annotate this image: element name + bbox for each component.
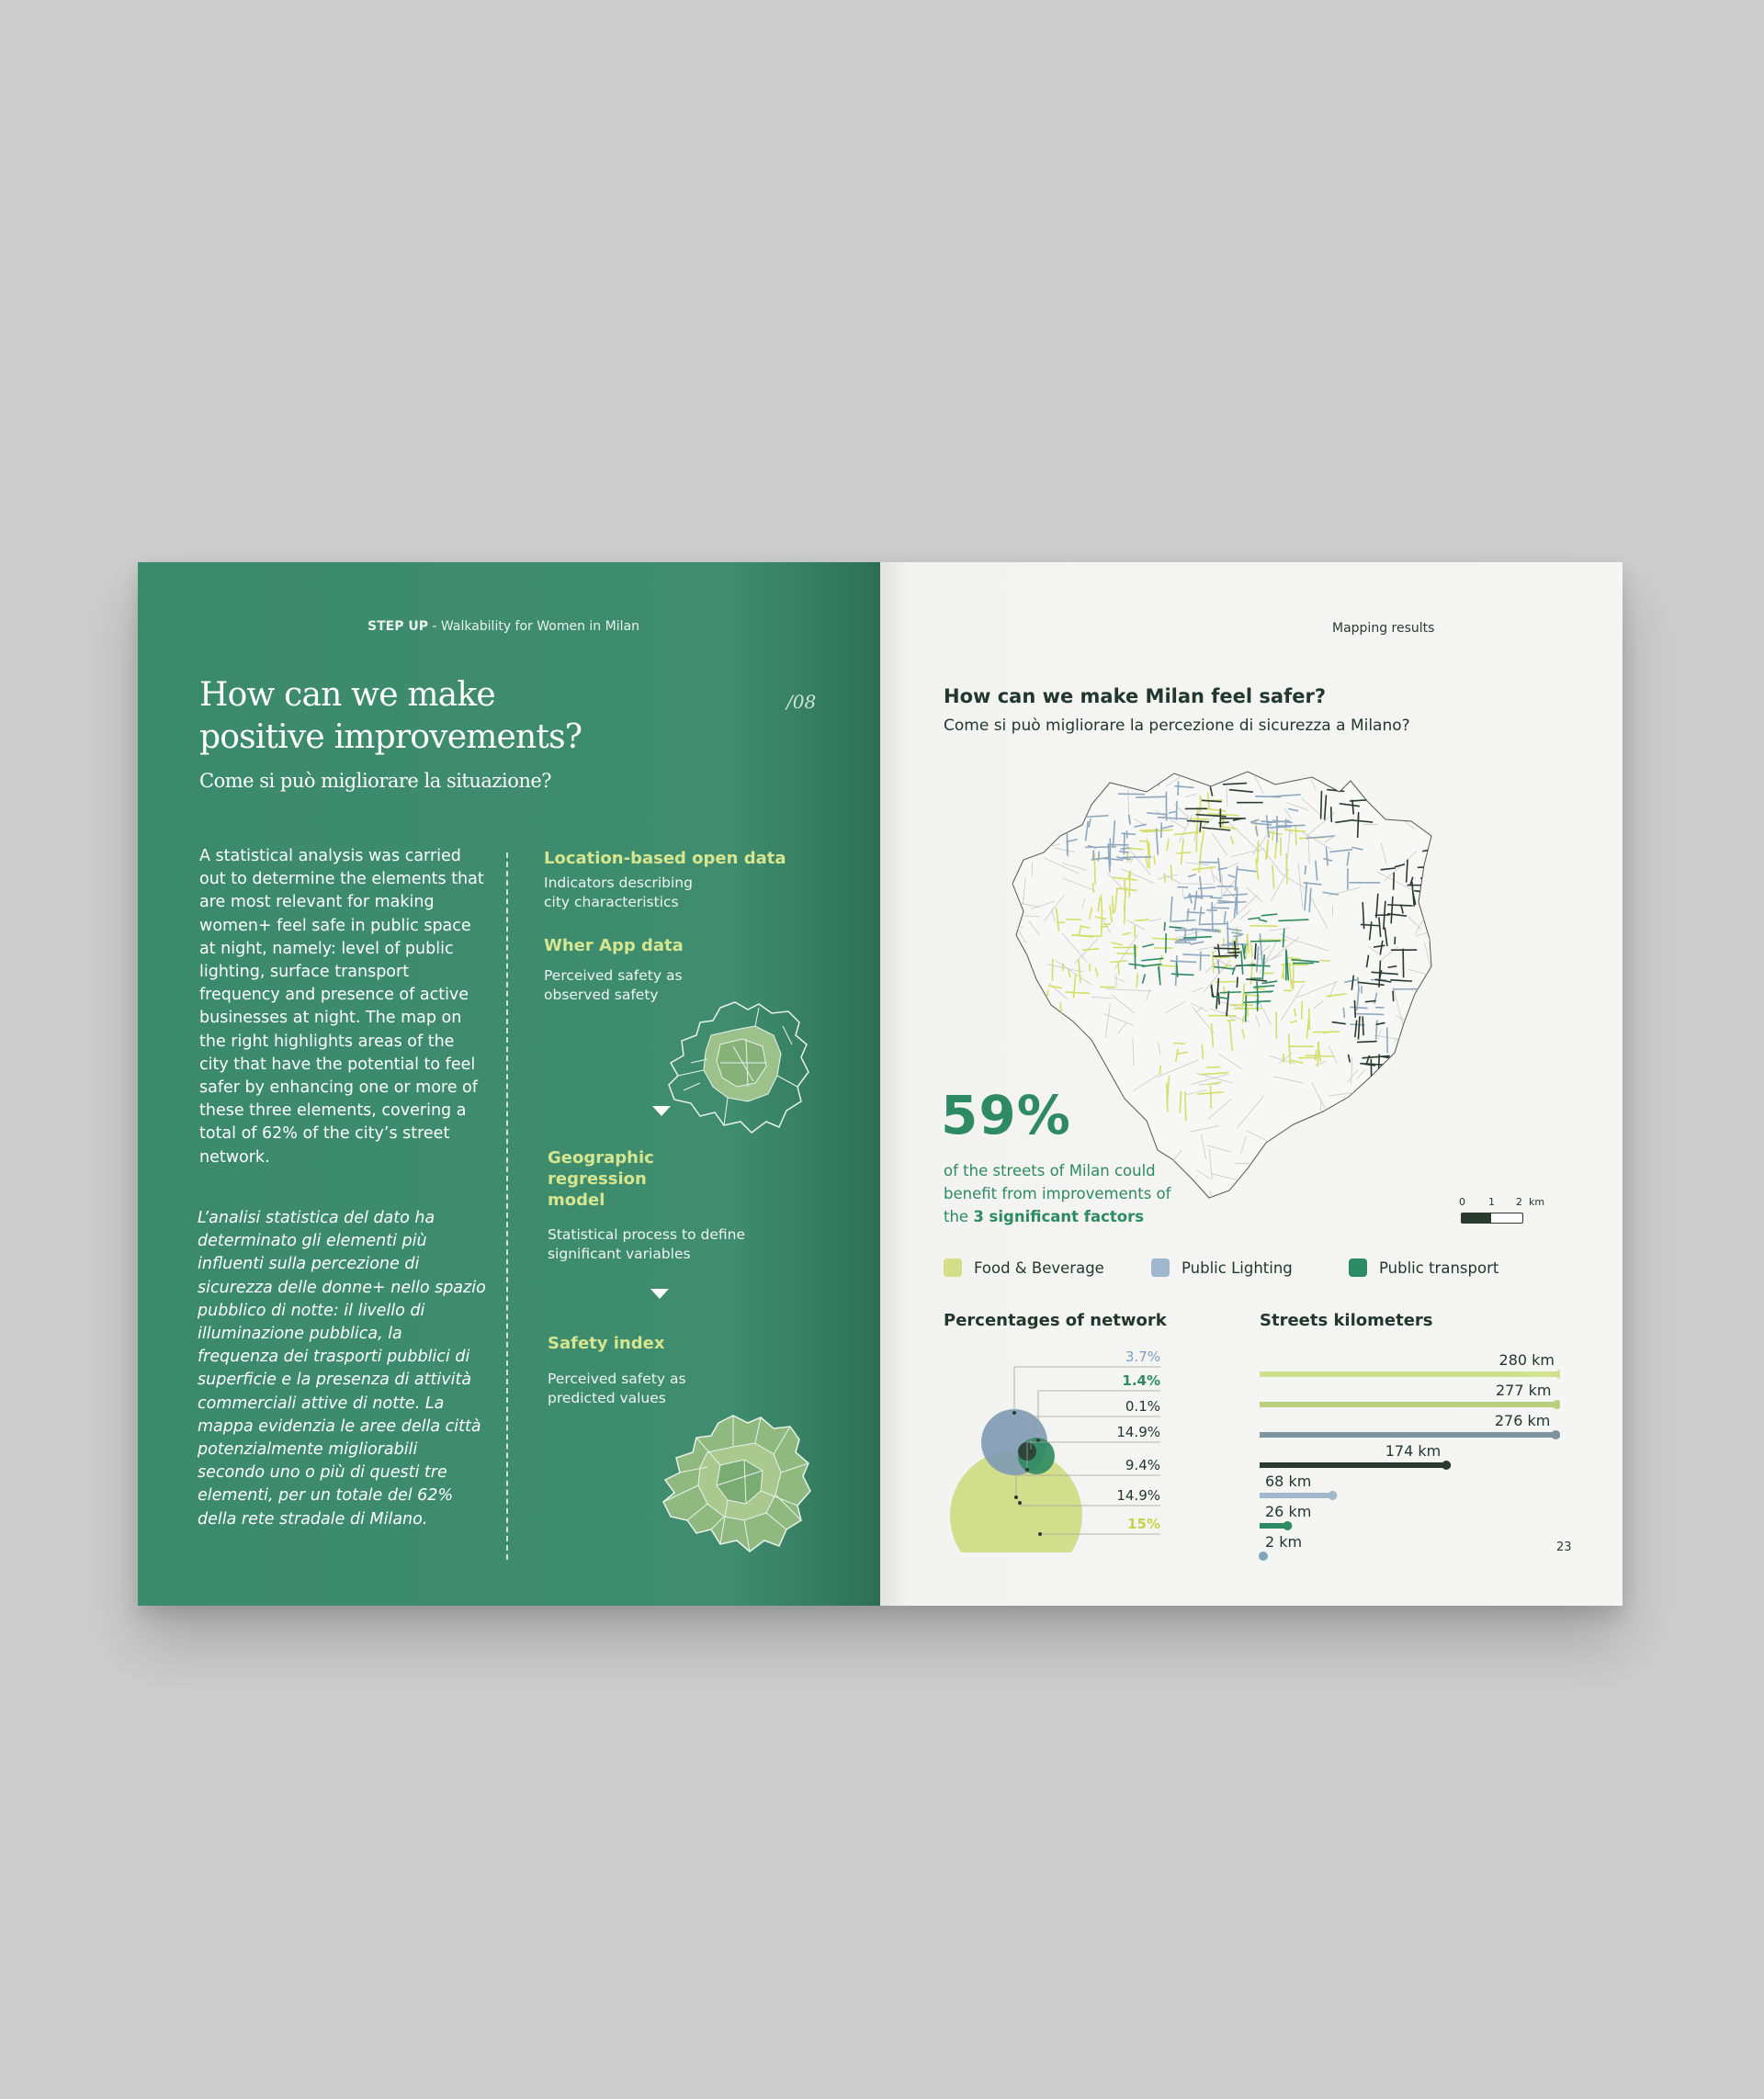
street-segment bbox=[1142, 1124, 1143, 1150]
street-segment bbox=[1290, 1179, 1295, 1190]
step-description: Statistical process to define significant variables bbox=[548, 1226, 745, 1262]
flow-arrow-icon bbox=[652, 1106, 671, 1116]
legend-item-lighting bbox=[1151, 1258, 1293, 1277]
bar-end-dot bbox=[1551, 1430, 1560, 1439]
legend-item-food bbox=[944, 1258, 1104, 1277]
highlighted-street-segment bbox=[1049, 1002, 1050, 1016]
step-title: Wher App data bbox=[544, 936, 684, 955]
highlighted-street-segment bbox=[1305, 865, 1306, 875]
street-segment bbox=[1399, 1037, 1422, 1067]
highlighted-street-segment bbox=[1118, 962, 1119, 975]
street-segment bbox=[1000, 1013, 1013, 1042]
highlighted-street-segment bbox=[1154, 855, 1155, 864]
dashed-divider bbox=[506, 852, 508, 1560]
street-segment bbox=[1442, 968, 1451, 973]
highlighted-street-segment bbox=[1331, 807, 1332, 822]
street-segment bbox=[1118, 1120, 1125, 1158]
street-segment bbox=[1317, 1149, 1328, 1168]
street-segment bbox=[1219, 1196, 1260, 1212]
highlighted-street-segment bbox=[1218, 993, 1219, 1005]
street-segment bbox=[1441, 991, 1444, 1001]
street-segment bbox=[1036, 765, 1077, 766]
highlight-percentage: 59% bbox=[941, 1084, 1071, 1146]
legend-swatch bbox=[1349, 1258, 1367, 1277]
highlighted-street-segment bbox=[1210, 897, 1222, 898]
street-segment bbox=[1444, 1158, 1459, 1168]
street-segment bbox=[1037, 828, 1045, 841]
highlighted-street-segment bbox=[1093, 851, 1094, 859]
highlighted-street-segment bbox=[1161, 822, 1162, 838]
highlighted-street-segment bbox=[1355, 1014, 1384, 1015]
street-segment bbox=[1032, 862, 1033, 876]
venn-anchor-dot bbox=[1012, 1411, 1016, 1415]
chart-subtitle: Come si può migliorare la percezione di sicurezza a Milano? bbox=[944, 717, 1410, 735]
venn-anchor-dot bbox=[1025, 1468, 1029, 1472]
highlighted-street-segment bbox=[1083, 793, 1101, 795]
body-text-italian: L’analisi statistica del dato ha determinato gli elementi più influenti sulla percezione di sicurezza delle donne+ nello spazio pubblico di notte: il livello di illuminazione pubblica, la frequenza dei trasporti pubblici di superficie e la presenza di attività commerciali attive di notte. La mappa evidenzia le aree della città potenzialmente migliorabili secondo uno o più di questi tre elementi, per un totale del 62% della rete stradale di Milano. bbox=[198, 1209, 486, 1529]
process-step-4 bbox=[548, 1334, 823, 1408]
bar-end-dot bbox=[1259, 1552, 1268, 1561]
street-segment bbox=[1363, 775, 1380, 796]
highlighted-street-segment bbox=[1052, 959, 1053, 981]
highlighted-street-segment bbox=[1286, 853, 1287, 884]
venn-anchor-dot bbox=[1014, 1495, 1018, 1499]
highlighted-street-segment bbox=[1343, 1008, 1344, 1018]
legend-label: Public Lighting bbox=[1182, 1258, 1293, 1277]
highlighted-street-segment bbox=[1102, 924, 1111, 925]
bar-chart bbox=[1248, 1334, 1560, 1573]
step-description: Indicators describing city characteristics bbox=[544, 875, 693, 910]
legend-swatch bbox=[1151, 1258, 1170, 1277]
page-subtitle: Come si può migliorare la situazione? bbox=[199, 770, 552, 792]
street-segment bbox=[1008, 914, 1009, 929]
highlighted-street-segment bbox=[1136, 973, 1137, 987]
venn-anchor-dot bbox=[1029, 1450, 1033, 1453]
legend-label: Public transport bbox=[1379, 1258, 1499, 1277]
step-description: Perceived safety as predicted values bbox=[548, 1371, 686, 1406]
highlighted-street-segment bbox=[1302, 1001, 1303, 1020]
street-segment bbox=[1446, 890, 1458, 897]
street-segment bbox=[1382, 1127, 1400, 1142]
highlighted-street-segment bbox=[1210, 1086, 1211, 1109]
highlighted-street-segment bbox=[1244, 945, 1245, 954]
street-segment bbox=[1242, 1180, 1248, 1191]
map-scale-bar bbox=[1455, 1196, 1545, 1233]
bar-end-dot bbox=[1555, 1370, 1560, 1379]
bar-value-label: 276 km bbox=[1494, 1412, 1551, 1429]
street-segment bbox=[1035, 1153, 1047, 1156]
highlighted-street-segment bbox=[1393, 991, 1394, 1002]
process-step-2 bbox=[544, 936, 820, 1005]
highlighted-street-segment bbox=[1237, 977, 1238, 987]
highlighted-street-segment bbox=[1403, 949, 1404, 978]
street-segment bbox=[1222, 1201, 1250, 1214]
highlighted-street-segment bbox=[1173, 1043, 1185, 1044]
venn-value-label: 0.1% bbox=[1125, 1398, 1160, 1415]
street-segment bbox=[1323, 771, 1330, 783]
highlight-description-text: of the streets of Milan could benefit from improvements of the bbox=[944, 1162, 1171, 1225]
street-segment bbox=[1083, 1102, 1124, 1106]
highlighted-street-segment bbox=[1316, 1050, 1317, 1061]
street-segment bbox=[1028, 836, 1032, 848]
venn-value-label: 14.9% bbox=[1116, 1424, 1160, 1440]
street-segment bbox=[1409, 1144, 1425, 1177]
brochure-spread bbox=[138, 562, 1623, 1606]
street-segment bbox=[1361, 1095, 1390, 1103]
street-segment bbox=[1416, 1117, 1417, 1129]
street-segment bbox=[1380, 1199, 1409, 1214]
highlighted-street-segment bbox=[1081, 814, 1083, 822]
bar-end-dot bbox=[1328, 1491, 1337, 1500]
chart-title: How can we make Milan feel safer? bbox=[944, 685, 1327, 707]
street-segment bbox=[1416, 810, 1442, 819]
highlighted-street-segment bbox=[1255, 943, 1256, 960]
step-title: Geographic regression model bbox=[548, 1148, 654, 1210]
step-description: Perceived safety as observed safety bbox=[544, 967, 683, 1003]
bar-end-dot bbox=[1552, 1400, 1560, 1409]
highlighted-street-segment bbox=[1378, 1055, 1379, 1080]
page-title: How can we make positive improvements? bbox=[199, 676, 582, 756]
highlighted-street-segment bbox=[1136, 796, 1166, 797]
mini-map-predicted-icon bbox=[660, 1412, 820, 1554]
bar-value-label: 280 km bbox=[1498, 1351, 1555, 1369]
highlighted-street-segment bbox=[1283, 969, 1284, 980]
street-segment bbox=[1027, 770, 1061, 784]
step-title: Safety index bbox=[548, 1334, 665, 1353]
scale-tick-0: 0 bbox=[1459, 1196, 1465, 1208]
street-segment bbox=[1427, 1036, 1444, 1057]
street-segment bbox=[1208, 768, 1221, 776]
header-subtitle: - Walkability for Women in Milan bbox=[427, 619, 639, 634]
bar-value-label: 2 km bbox=[1265, 1533, 1303, 1551]
street-segment bbox=[1442, 1033, 1453, 1051]
highlighted-street-segment bbox=[1357, 1042, 1377, 1043]
highlighted-street-segment bbox=[1255, 796, 1281, 797]
highlighted-street-segment bbox=[1321, 791, 1322, 819]
highlighted-street-segment bbox=[1420, 877, 1450, 878]
street-segment bbox=[1376, 1092, 1379, 1121]
highlighted-street-segment bbox=[1167, 1083, 1168, 1112]
venn-chart-title: Percentages of network bbox=[944, 1311, 1167, 1330]
street-segment bbox=[1380, 778, 1390, 780]
street-segment bbox=[1444, 766, 1450, 778]
highlighted-street-segment bbox=[1213, 955, 1238, 956]
highlighted-street-segment bbox=[1354, 1000, 1355, 1018]
venn-value-label: 15% bbox=[1127, 1516, 1160, 1532]
highlighted-street-segment bbox=[1364, 783, 1366, 796]
highlighted-street-segment bbox=[1283, 1054, 1284, 1063]
highlighted-street-segment bbox=[1394, 873, 1395, 890]
street-segment bbox=[1436, 765, 1447, 783]
page-number: 23 bbox=[1556, 1540, 1572, 1554]
street-segment bbox=[1446, 801, 1477, 809]
street-segment bbox=[1063, 1021, 1068, 1049]
street-segment bbox=[1436, 1098, 1442, 1109]
highlighted-street-segment bbox=[1214, 948, 1239, 949]
highlighted-street-segment bbox=[1187, 912, 1205, 913]
highlighted-street-segment bbox=[1118, 794, 1145, 795]
street-segment bbox=[1299, 1174, 1310, 1185]
flow-arrow-icon bbox=[650, 1289, 669, 1299]
venn-anchor-dot bbox=[1038, 1532, 1042, 1536]
legend-item-transport bbox=[1349, 1258, 1498, 1277]
street-segment bbox=[1006, 873, 1013, 885]
highlighted-street-segment bbox=[1242, 965, 1270, 966]
highlighted-street-segment bbox=[1185, 1091, 1186, 1121]
venn-value-label: 1.4% bbox=[1122, 1372, 1160, 1389]
highlighted-street-segment bbox=[1227, 921, 1228, 952]
venn-value-label: 9.4% bbox=[1125, 1457, 1160, 1473]
highlighted-street-segment bbox=[1090, 964, 1091, 971]
legend-label: Food & Beverage bbox=[974, 1258, 1104, 1277]
street-segment bbox=[1410, 1015, 1421, 1021]
street-segment bbox=[1444, 953, 1455, 996]
street-segment bbox=[1037, 786, 1080, 790]
left-page bbox=[138, 562, 880, 1606]
bar-value-label: 174 km bbox=[1385, 1442, 1442, 1460]
bar-chart-title: Streets kilometers bbox=[1260, 1311, 1433, 1330]
venn-anchor-dot bbox=[1036, 1439, 1040, 1442]
highlighted-street-segment bbox=[1295, 825, 1296, 845]
highlighted-street-segment bbox=[1218, 822, 1228, 823]
street-segment bbox=[1407, 785, 1433, 806]
mini-map-observed-icon bbox=[663, 999, 820, 1136]
street-segment bbox=[1143, 773, 1160, 780]
venn-anchor-dot bbox=[1018, 1501, 1022, 1505]
bar-value-label: 26 km bbox=[1265, 1503, 1312, 1520]
highlighted-street-segment bbox=[1246, 995, 1247, 1021]
street-segment bbox=[1324, 1130, 1356, 1161]
street-segment bbox=[1374, 1094, 1384, 1127]
highlight-description-bold: 3 significant factors bbox=[973, 1208, 1145, 1225]
street-segment bbox=[1300, 768, 1308, 773]
bar-value-label: 68 km bbox=[1265, 1473, 1312, 1490]
scale-bar-fill bbox=[1462, 1213, 1491, 1223]
street-segment bbox=[1443, 1116, 1476, 1145]
highlighted-street-segment bbox=[1190, 818, 1209, 819]
street-segment bbox=[1035, 813, 1050, 816]
street-segment bbox=[1447, 842, 1461, 843]
highlighted-street-segment bbox=[1200, 952, 1201, 971]
highlighted-street-segment bbox=[1176, 801, 1177, 820]
highlighted-street-segment bbox=[1094, 853, 1095, 885]
street-segment bbox=[1001, 920, 1023, 921]
running-header: Mapping results bbox=[1332, 621, 1435, 636]
body-text-english: A statistical analysis was carried out to determine the elements that are most relevant for making women+ feel safe in public space at night, namely: level of public lighting, surface transport frequency and presence of active businesses at night. The map on the right highlights areas of the city that have the potential to feel safer by enhancing one or more of these three elements, covering a total of 62% of the city’s street network. bbox=[199, 847, 484, 1167]
process-step-1 bbox=[544, 849, 820, 912]
venn-chart bbox=[935, 1341, 1165, 1552]
scale-tick-2: 2 bbox=[1516, 1196, 1522, 1208]
highlighted-street-segment bbox=[1070, 799, 1090, 802]
map-legend bbox=[944, 1258, 1532, 1284]
street-segment bbox=[1077, 781, 1089, 782]
highlighted-street-segment bbox=[1176, 852, 1191, 853]
highlighted-street-segment bbox=[1423, 893, 1449, 896]
highlighted-street-segment bbox=[1071, 820, 1073, 829]
highlighted-street-segment bbox=[1320, 960, 1330, 961]
highlighted-street-segment bbox=[1164, 922, 1165, 931]
milan-streets-map bbox=[1000, 764, 1477, 1214]
street-segment bbox=[1288, 1147, 1304, 1157]
bar-value-label: 277 km bbox=[1496, 1382, 1552, 1399]
street-segment bbox=[1302, 1150, 1317, 1157]
highlighted-street-segment bbox=[1212, 902, 1213, 931]
highlighted-street-segment bbox=[1069, 798, 1070, 820]
bar-end-dot bbox=[1283, 1521, 1292, 1530]
highlighted-street-segment bbox=[1258, 940, 1286, 941]
street-segment bbox=[1006, 946, 1022, 976]
highlighted-street-segment bbox=[1098, 852, 1099, 862]
highlighted-street-segment bbox=[1367, 776, 1368, 786]
street-segment bbox=[1328, 1175, 1337, 1180]
highlighted-street-segment bbox=[1213, 951, 1214, 973]
street-segment bbox=[1394, 1061, 1409, 1078]
street-segment bbox=[1072, 1055, 1084, 1067]
bar-end-dot bbox=[1442, 1461, 1451, 1470]
street-segment bbox=[1385, 1182, 1408, 1186]
scale-tick-1: 1 bbox=[1488, 1196, 1495, 1208]
scale-bar-frame bbox=[1461, 1213, 1523, 1224]
highlighted-street-segment bbox=[1206, 1066, 1221, 1067]
running-header bbox=[368, 619, 639, 634]
street-segment bbox=[1418, 1097, 1428, 1107]
venn-value-label: 14.9% bbox=[1116, 1487, 1160, 1504]
street-segment bbox=[1000, 1019, 1002, 1053]
venn-value-label: 3.7% bbox=[1125, 1349, 1160, 1365]
highlighted-street-segment bbox=[1220, 992, 1241, 993]
right-page bbox=[880, 562, 1623, 1606]
street-segment bbox=[1362, 1157, 1390, 1182]
highlight-description bbox=[944, 1159, 1182, 1228]
process-step-3 bbox=[548, 1147, 823, 1264]
section-code: /08 bbox=[786, 691, 817, 713]
highlighted-street-segment bbox=[1113, 896, 1114, 914]
step-title: Location-based open data bbox=[544, 849, 786, 868]
highlighted-street-segment bbox=[1258, 841, 1259, 863]
street-segment bbox=[1000, 832, 1011, 861]
scale-unit: km bbox=[1529, 1196, 1545, 1208]
street-segment bbox=[1354, 1089, 1385, 1102]
highlighted-street-segment bbox=[1199, 924, 1228, 925]
header-brand: STEP UP bbox=[368, 619, 428, 634]
legend-swatch bbox=[944, 1258, 962, 1277]
highlighted-street-segment bbox=[1254, 988, 1265, 989]
street-segment bbox=[1144, 776, 1152, 784]
